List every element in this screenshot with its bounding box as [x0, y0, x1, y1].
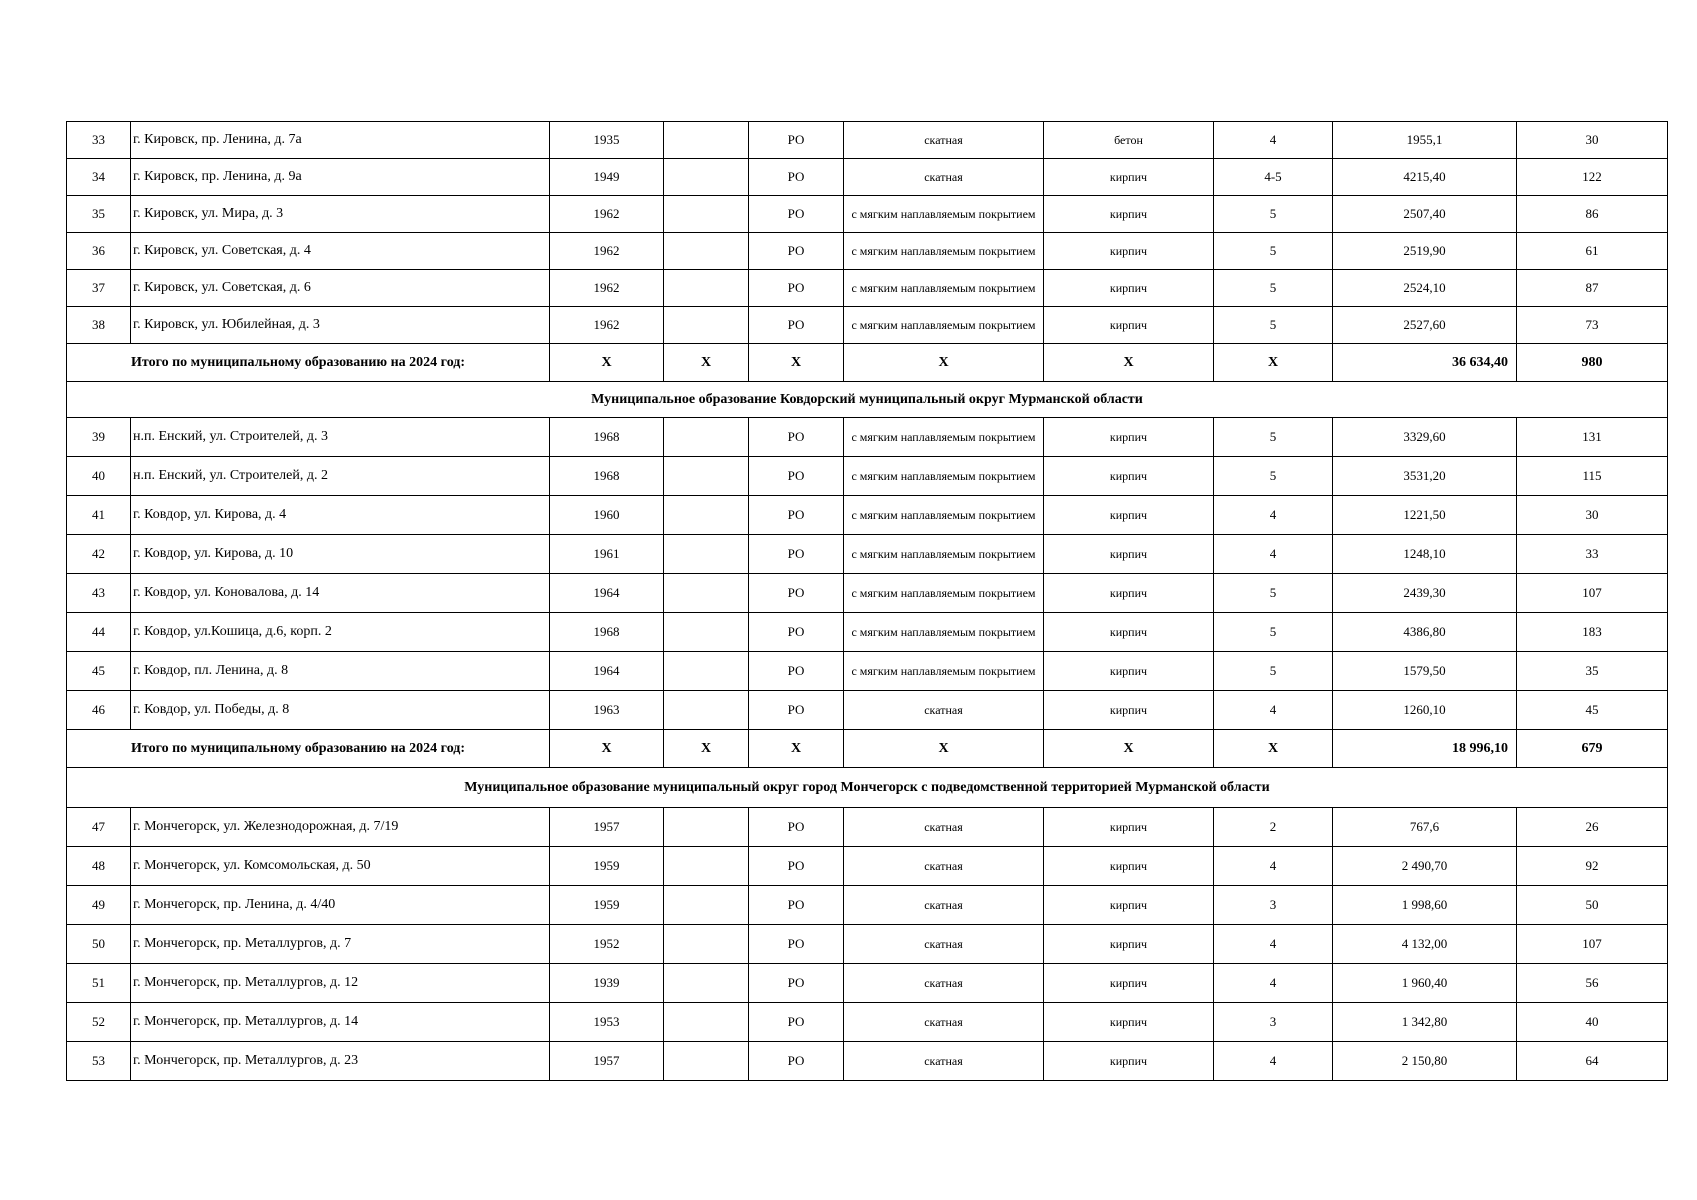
- empty-cell: [664, 307, 749, 344]
- empty-cell: [664, 535, 749, 574]
- owner-cell: РО: [749, 496, 844, 535]
- area-cell: 767,6: [1333, 808, 1517, 847]
- area-cell: 2439,30: [1333, 574, 1517, 613]
- total-row: [67, 730, 1668, 768]
- floors-cell: 5: [1214, 233, 1333, 270]
- total-area: 18 996,10: [1333, 730, 1517, 768]
- owner-cell: РО: [749, 574, 844, 613]
- x-mark: X: [1214, 344, 1333, 382]
- wall-material-cell: кирпич: [1044, 886, 1214, 925]
- owner-cell: РО: [749, 847, 844, 886]
- row-number: 40: [67, 457, 131, 496]
- row-number: 49: [67, 886, 131, 925]
- wall-material-cell: кирпич: [1044, 964, 1214, 1003]
- table-row: [67, 496, 1668, 535]
- owner-cell: РО: [749, 886, 844, 925]
- row-number: 45: [67, 652, 131, 691]
- empty-cell: [664, 613, 749, 652]
- roof-type-cell: скатная: [844, 808, 1044, 847]
- roof-type-cell: с мягким наплавляемым покрытием: [844, 457, 1044, 496]
- table-row: [67, 847, 1668, 886]
- empty-cell: [664, 196, 749, 233]
- row-number: 41: [67, 496, 131, 535]
- owner-cell: РО: [749, 535, 844, 574]
- roof-type-cell: с мягким наплавляемым покрытием: [844, 496, 1044, 535]
- year-cell: 1939: [550, 964, 664, 1003]
- address-cell: н.п. Енский, ул. Строителей, д. 3: [131, 418, 550, 457]
- roof-type-cell: скатная: [844, 964, 1044, 1003]
- empty-cell: [664, 886, 749, 925]
- roof-type-cell: скатная: [844, 1042, 1044, 1081]
- floors-cell: 3: [1214, 886, 1333, 925]
- roof-type-cell: с мягким наплавляемым покрытием: [844, 270, 1044, 307]
- residents-cell: 86: [1517, 196, 1668, 233]
- residents-cell: 122: [1517, 159, 1668, 196]
- table-row: [67, 307, 1668, 344]
- empty-cell: [664, 964, 749, 1003]
- floors-cell: 5: [1214, 270, 1333, 307]
- year-cell: 1952: [550, 925, 664, 964]
- table-row: [67, 1003, 1668, 1042]
- floors-cell: 5: [1214, 574, 1333, 613]
- residents-cell: 40: [1517, 1003, 1668, 1042]
- table-row: [67, 159, 1668, 196]
- address-cell: г. Кировск, ул. Советская, д. 6: [131, 270, 550, 307]
- year-cell: 1962: [550, 233, 664, 270]
- row-number: 33: [67, 122, 131, 159]
- area-cell: 2 150,80: [1333, 1042, 1517, 1081]
- row-number: 48: [67, 847, 131, 886]
- wall-material-cell: кирпич: [1044, 535, 1214, 574]
- empty-cell: [664, 1003, 749, 1042]
- table-row: [67, 196, 1668, 233]
- row-number: 36: [67, 233, 131, 270]
- floors-cell: 5: [1214, 457, 1333, 496]
- floors-cell: 4-5: [1214, 159, 1333, 196]
- empty-cell: [664, 457, 749, 496]
- section-title: Муниципальное образование Ковдорский муниципальный округ Мурманской области: [67, 382, 1668, 418]
- x-mark: X: [1044, 344, 1214, 382]
- area-cell: 3329,60: [1333, 418, 1517, 457]
- address-cell: г. Мончегорск, пр. Металлургов, д. 23: [131, 1042, 550, 1081]
- residents-cell: 35: [1517, 652, 1668, 691]
- area-cell: 4386,80: [1333, 613, 1517, 652]
- roof-type-cell: с мягким наплавляемым покрытием: [844, 652, 1044, 691]
- wall-material-cell: бетон: [1044, 122, 1214, 159]
- empty-cell: [664, 652, 749, 691]
- wall-material-cell: кирпич: [1044, 691, 1214, 730]
- row-number: 42: [67, 535, 131, 574]
- roof-type-cell: с мягким наплавляемым покрытием: [844, 535, 1044, 574]
- table-row: [67, 233, 1668, 270]
- owner-cell: РО: [749, 122, 844, 159]
- x-mark: X: [844, 344, 1044, 382]
- residents-cell: 92: [1517, 847, 1668, 886]
- row-number: 52: [67, 1003, 131, 1042]
- address-cell: г. Кировск, ул. Мира, д. 3: [131, 196, 550, 233]
- roof-type-cell: скатная: [844, 886, 1044, 925]
- table-row: [67, 613, 1668, 652]
- roof-type-cell: с мягким наплавляемым покрытием: [844, 196, 1044, 233]
- roof-type-cell: скатная: [844, 159, 1044, 196]
- table-row: [67, 808, 1668, 847]
- address-cell: г. Мончегорск, ул. Комсомольская, д. 50: [131, 847, 550, 886]
- address-cell: г. Кировск, пр. Ленина, д. 7а: [131, 122, 550, 159]
- residents-cell: 131: [1517, 418, 1668, 457]
- wall-material-cell: кирпич: [1044, 1042, 1214, 1081]
- residents-cell: 115: [1517, 457, 1668, 496]
- table-row: [67, 1042, 1668, 1081]
- residents-cell: 30: [1517, 496, 1668, 535]
- table-row: [67, 691, 1668, 730]
- year-cell: 1957: [550, 1042, 664, 1081]
- area-cell: 4215,40: [1333, 159, 1517, 196]
- address-cell: г. Мончегорск, пр. Ленина, д. 4/40: [131, 886, 550, 925]
- owner-cell: РО: [749, 652, 844, 691]
- table-row: [67, 652, 1668, 691]
- empty-cell: [664, 574, 749, 613]
- wall-material-cell: кирпич: [1044, 270, 1214, 307]
- owner-cell: РО: [749, 1042, 844, 1081]
- area-cell: 1955,1: [1333, 122, 1517, 159]
- residents-cell: 73: [1517, 307, 1668, 344]
- table-row: [67, 535, 1668, 574]
- area-cell: 2527,60: [1333, 307, 1517, 344]
- empty-cell: [664, 925, 749, 964]
- row-number: 53: [67, 1042, 131, 1081]
- roof-type-cell: скатная: [844, 925, 1044, 964]
- area-cell: 2519,90: [1333, 233, 1517, 270]
- row-number: 34: [67, 159, 131, 196]
- owner-cell: РО: [749, 196, 844, 233]
- x-mark: X: [1214, 730, 1333, 768]
- area-cell: 1221,50: [1333, 496, 1517, 535]
- table-row: [67, 925, 1668, 964]
- address-cell: г. Ковдор, ул. Кирова, д. 4: [131, 496, 550, 535]
- year-cell: 1962: [550, 196, 664, 233]
- address-cell: г. Кировск, пр. Ленина, д. 9а: [131, 159, 550, 196]
- wall-material-cell: кирпич: [1044, 233, 1214, 270]
- section-header: [67, 382, 1668, 418]
- year-cell: 1968: [550, 613, 664, 652]
- owner-cell: РО: [749, 418, 844, 457]
- x-mark: X: [664, 730, 749, 768]
- area-cell: 3531,20: [1333, 457, 1517, 496]
- row-number: 47: [67, 808, 131, 847]
- floors-cell: 4: [1214, 122, 1333, 159]
- section-header: [67, 768, 1668, 808]
- area-cell: 1248,10: [1333, 535, 1517, 574]
- roof-type-cell: с мягким наплавляемым покрытием: [844, 307, 1044, 344]
- address-cell: г. Ковдор, ул.Кошица, д.6, корп. 2: [131, 613, 550, 652]
- wall-material-cell: кирпич: [1044, 196, 1214, 233]
- wall-material-cell: кирпич: [1044, 652, 1214, 691]
- floors-cell: 4: [1214, 535, 1333, 574]
- empty-cell: [664, 691, 749, 730]
- total-label: Итого по муниципальному образованию на 2024 год:: [67, 730, 550, 768]
- wall-material-cell: кирпич: [1044, 925, 1214, 964]
- roof-type-cell: с мягким наплавляемым покрытием: [844, 233, 1044, 270]
- roof-type-cell: с мягким наплавляемым покрытием: [844, 574, 1044, 613]
- empty-cell: [664, 159, 749, 196]
- floors-cell: 5: [1214, 652, 1333, 691]
- year-cell: 1964: [550, 652, 664, 691]
- address-cell: г. Ковдор, пл. Ленина, д. 8: [131, 652, 550, 691]
- area-cell: 4 132,00: [1333, 925, 1517, 964]
- area-cell: 2 490,70: [1333, 847, 1517, 886]
- roof-type-cell: с мягким наплавляемым покрытием: [844, 418, 1044, 457]
- row-number: 50: [67, 925, 131, 964]
- owner-cell: РО: [749, 159, 844, 196]
- table-row: [67, 964, 1668, 1003]
- roof-type-cell: с мягким наплавляемым покрытием: [844, 613, 1044, 652]
- x-mark: X: [550, 344, 664, 382]
- row-number: 39: [67, 418, 131, 457]
- year-cell: 1959: [550, 886, 664, 925]
- floors-cell: 2: [1214, 808, 1333, 847]
- residents-cell: 30: [1517, 122, 1668, 159]
- empty-cell: [664, 418, 749, 457]
- area-cell: 2507,40: [1333, 196, 1517, 233]
- total-row: [67, 344, 1668, 382]
- owner-cell: РО: [749, 925, 844, 964]
- table-row: [67, 574, 1668, 613]
- residents-cell: 183: [1517, 613, 1668, 652]
- row-number: 38: [67, 307, 131, 344]
- wall-material-cell: кирпич: [1044, 496, 1214, 535]
- year-cell: 1968: [550, 418, 664, 457]
- residents-cell: 61: [1517, 233, 1668, 270]
- empty-cell: [664, 808, 749, 847]
- residents-cell: 64: [1517, 1042, 1668, 1081]
- address-cell: г. Мончегорск, пр. Металлургов, д. 7: [131, 925, 550, 964]
- address-cell: г. Ковдор, ул. Коновалова, д. 14: [131, 574, 550, 613]
- owner-cell: РО: [749, 808, 844, 847]
- year-cell: 1962: [550, 270, 664, 307]
- owner-cell: РО: [749, 691, 844, 730]
- address-cell: г. Мончегорск, ул. Железнодорожная, д. 7/19: [131, 808, 550, 847]
- address-cell: г. Кировск, ул. Юбилейная, д. 3: [131, 307, 550, 344]
- area-cell: 1 342,80: [1333, 1003, 1517, 1042]
- area-cell: 1 960,40: [1333, 964, 1517, 1003]
- row-number: 44: [67, 613, 131, 652]
- floors-cell: 4: [1214, 847, 1333, 886]
- table-body: [67, 122, 1668, 1081]
- table-row: [67, 122, 1668, 159]
- owner-cell: РО: [749, 964, 844, 1003]
- year-cell: 1953: [550, 1003, 664, 1042]
- residents-cell: 107: [1517, 925, 1668, 964]
- owner-cell: РО: [749, 613, 844, 652]
- roof-type-cell: скатная: [844, 1003, 1044, 1042]
- wall-material-cell: кирпич: [1044, 418, 1214, 457]
- address-cell: г. Ковдор, ул. Победы, д. 8: [131, 691, 550, 730]
- floors-cell: 4: [1214, 964, 1333, 1003]
- total-label: Итого по муниципальному образованию на 2024 год:: [67, 344, 550, 382]
- owner-cell: РО: [749, 1003, 844, 1042]
- residents-cell: 45: [1517, 691, 1668, 730]
- residents-cell: 107: [1517, 574, 1668, 613]
- row-number: 35: [67, 196, 131, 233]
- floors-cell: 5: [1214, 418, 1333, 457]
- floors-cell: 4: [1214, 691, 1333, 730]
- row-number: 51: [67, 964, 131, 1003]
- year-cell: 1964: [550, 574, 664, 613]
- housing-table: [66, 121, 1668, 1081]
- address-cell: г. Кировск, ул. Советская, д. 4: [131, 233, 550, 270]
- row-number: 43: [67, 574, 131, 613]
- address-cell: н.п. Енский, ул. Строителей, д. 2: [131, 457, 550, 496]
- address-cell: г. Мончегорск, пр. Металлургов, д. 14: [131, 1003, 550, 1042]
- row-number: 46: [67, 691, 131, 730]
- roof-type-cell: скатная: [844, 691, 1044, 730]
- floors-cell: 4: [1214, 925, 1333, 964]
- residents-cell: 50: [1517, 886, 1668, 925]
- table-row: [67, 457, 1668, 496]
- year-cell: 1957: [550, 808, 664, 847]
- owner-cell: РО: [749, 270, 844, 307]
- x-mark: X: [550, 730, 664, 768]
- year-cell: 1963: [550, 691, 664, 730]
- floors-cell: 5: [1214, 307, 1333, 344]
- area-cell: 1260,10: [1333, 691, 1517, 730]
- x-mark: X: [749, 344, 844, 382]
- row-number: 37: [67, 270, 131, 307]
- owner-cell: РО: [749, 457, 844, 496]
- address-cell: г. Мончегорск, пр. Металлургов, д. 12: [131, 964, 550, 1003]
- residents-cell: 33: [1517, 535, 1668, 574]
- total-count: 980: [1517, 344, 1668, 382]
- x-mark: X: [1044, 730, 1214, 768]
- x-mark: X: [749, 730, 844, 768]
- empty-cell: [664, 122, 749, 159]
- floors-cell: 5: [1214, 196, 1333, 233]
- floors-cell: 4: [1214, 1042, 1333, 1081]
- year-cell: 1960: [550, 496, 664, 535]
- residents-cell: 56: [1517, 964, 1668, 1003]
- year-cell: 1961: [550, 535, 664, 574]
- area-cell: 2524,10: [1333, 270, 1517, 307]
- floors-cell: 4: [1214, 496, 1333, 535]
- empty-cell: [664, 1042, 749, 1081]
- total-count: 679: [1517, 730, 1668, 768]
- owner-cell: РО: [749, 233, 844, 270]
- area-cell: 1 998,60: [1333, 886, 1517, 925]
- table-row: [67, 886, 1668, 925]
- year-cell: 1959: [550, 847, 664, 886]
- residents-cell: 87: [1517, 270, 1668, 307]
- empty-cell: [664, 233, 749, 270]
- wall-material-cell: кирпич: [1044, 159, 1214, 196]
- area-cell: 1579,50: [1333, 652, 1517, 691]
- year-cell: 1949: [550, 159, 664, 196]
- owner-cell: РО: [749, 307, 844, 344]
- empty-cell: [664, 847, 749, 886]
- wall-material-cell: кирпич: [1044, 808, 1214, 847]
- year-cell: 1962: [550, 307, 664, 344]
- table-row: [67, 270, 1668, 307]
- wall-material-cell: кирпич: [1044, 1003, 1214, 1042]
- year-cell: 1968: [550, 457, 664, 496]
- address-cell: г. Ковдор, ул. Кирова, д. 10: [131, 535, 550, 574]
- empty-cell: [664, 496, 749, 535]
- roof-type-cell: скатная: [844, 847, 1044, 886]
- x-mark: X: [664, 344, 749, 382]
- wall-material-cell: кирпич: [1044, 307, 1214, 344]
- section-title: Муниципальное образование муниципальный округ город Мончегорск с подведомственной территорией Мурманской области: [67, 768, 1668, 808]
- table-row: [67, 418, 1668, 457]
- x-mark: X: [844, 730, 1044, 768]
- wall-material-cell: кирпич: [1044, 457, 1214, 496]
- floors-cell: 3: [1214, 1003, 1333, 1042]
- wall-material-cell: кирпич: [1044, 847, 1214, 886]
- year-cell: 1935: [550, 122, 664, 159]
- total-area: 36 634,40: [1333, 344, 1517, 382]
- wall-material-cell: кирпич: [1044, 613, 1214, 652]
- wall-material-cell: кирпич: [1044, 574, 1214, 613]
- empty-cell: [664, 270, 749, 307]
- floors-cell: 5: [1214, 613, 1333, 652]
- residents-cell: 26: [1517, 808, 1668, 847]
- roof-type-cell: скатная: [844, 122, 1044, 159]
